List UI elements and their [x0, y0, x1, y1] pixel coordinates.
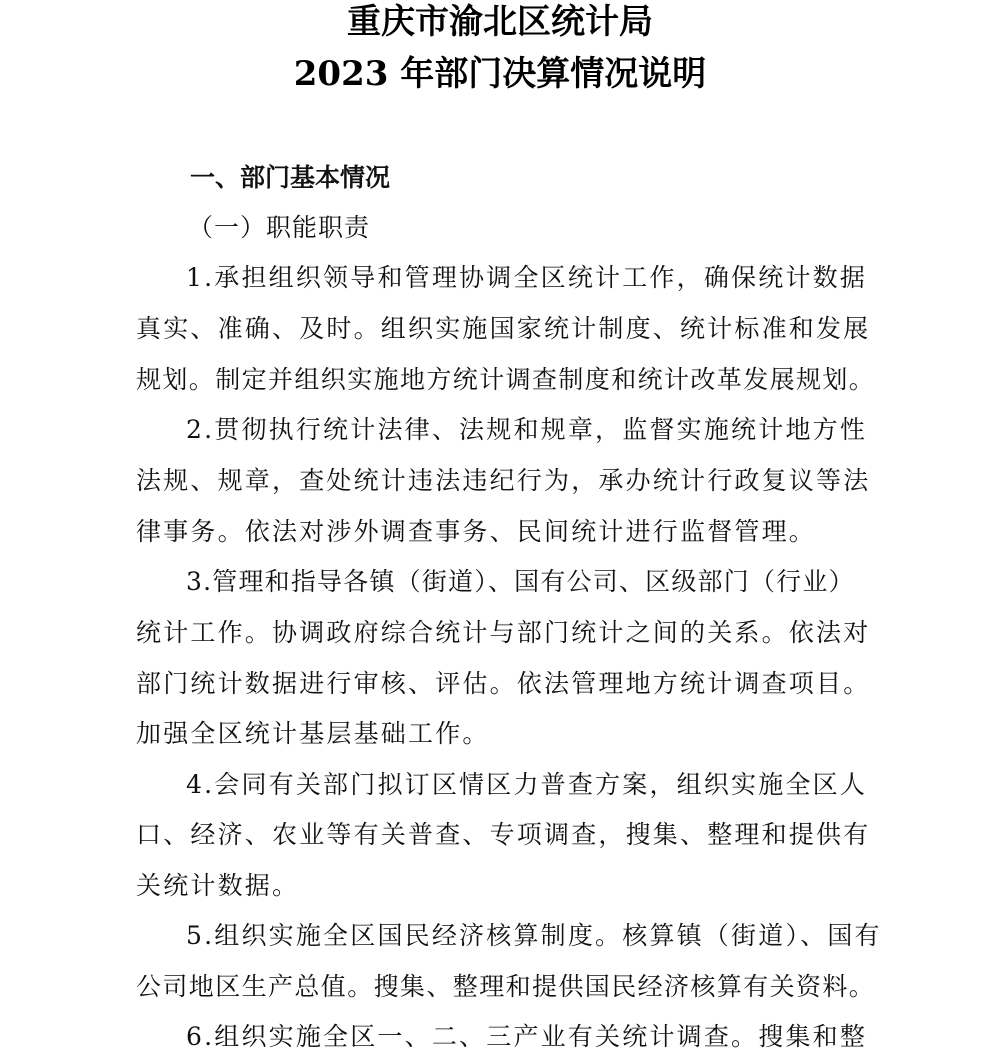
- paragraph-line: 部门统计数据进行审核、评估。依法管理地方统计调查项目。: [136, 669, 871, 698]
- paragraph-line: 1.承担组织领导和管理协调全区统计工作，确保统计数据: [186, 263, 868, 292]
- paragraph-line: 口、经济、农业等有关普查、专项调查，搜集、整理和提供有: [136, 820, 871, 849]
- paragraph-line: 2.贯彻执行统计法律、法规和规章，监督实施统计地方性: [186, 415, 868, 444]
- paragraph-line: 3.管理和指导各镇（街道）、国有公司、区级部门（行业）: [186, 567, 855, 596]
- paragraph-line: 6.组织实施全区一、二、三产业有关统计调查。搜集和整: [186, 1022, 868, 1051]
- paragraph-line: 统计工作。协调政府综合统计与部门统计之间的关系。依法对: [136, 618, 871, 647]
- paragraph-line: 法规、规章，查处统计违法违纪行为，承办统计行政复议等法: [136, 466, 871, 495]
- document-title-line2: 2023 年部门决算情况说明: [293, 54, 707, 94]
- paragraph-line: 律事务。依法对涉外调查事务、民间统计进行监督管理。: [136, 517, 817, 546]
- paragraph-line: 关统计数据。: [136, 871, 300, 900]
- subsection-heading: （一）职能职责: [188, 213, 371, 242]
- paragraph-line: 真实、准确、及时。组织实施国家统计制度、统计标准和发展: [136, 314, 871, 343]
- paragraph-line: 公司地区生产总值。搜集、整理和提供国民经济核算有关资料。: [136, 972, 876, 1001]
- paragraph-line: 加强全区统计基层基础工作。: [136, 719, 490, 748]
- section-heading: 一、部门基本情况: [190, 163, 391, 192]
- document-title-line1: 重庆市渝北区统计局: [347, 2, 653, 42]
- paragraph-line: 5.组织实施全区国民经济核算制度。核算镇（街道）、国有: [186, 921, 882, 950]
- paragraph-line: 规划。制定并组织实施地方统计调查制度和统计改革发展规划。: [136, 365, 876, 394]
- paragraph-line: 4.会同有关部门拟订区情区力普查方案，组织实施全区人: [186, 770, 868, 799]
